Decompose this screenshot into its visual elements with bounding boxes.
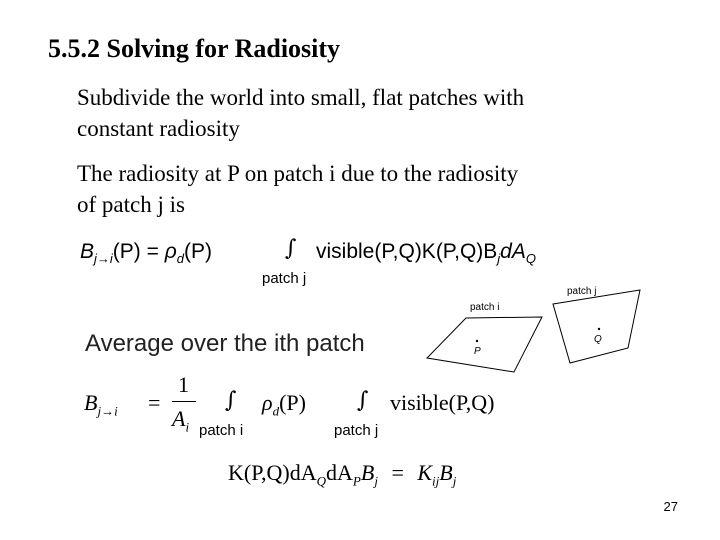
eq2-numerator: 1 [178, 372, 189, 397]
eq2-rho-symbol: ρ [262, 390, 273, 415]
eq2-kernel: K(P,Q)dA [228, 460, 317, 485]
eq2-denominator-sub: i [185, 419, 190, 435]
bullet1-line1: Subdivide the world into small, flat patches with [77, 85, 525, 110]
patch-j-label: patch j [567, 286, 597, 297]
eq2-b2: B [439, 460, 453, 485]
point-q-label: Q [594, 334, 602, 345]
eq2-lhs-sub: j→i [97, 403, 118, 419]
eq1-domain: patch j [262, 270, 307, 287]
eq1-integrand-sub: j [497, 251, 501, 267]
eq2-equals-2: = [391, 460, 404, 485]
eq2-lhs [84, 390, 118, 419]
eq2-fraction-bar [172, 401, 196, 402]
eq2-b2-sub: j [452, 473, 457, 489]
point-q-dot [598, 328, 600, 330]
eq1-da: dA [500, 240, 526, 263]
bullet2-line2: of patch j is [77, 192, 185, 217]
eq2-daq-sub: Q [316, 473, 327, 489]
page-number: 27 [663, 499, 678, 514]
eq2-dap: dA [326, 460, 353, 485]
eq1-lhs-arg: (P) = [112, 240, 159, 263]
point-p-label: P [474, 346, 481, 357]
eq1-rho-sub: d [176, 251, 184, 267]
eq1-rho: ρ [164, 240, 177, 263]
average-heading: Average over the ith patch [85, 330, 365, 357]
eq1-lhs-sub: j→i [94, 251, 113, 267]
eq1-rho-arg: (P) [184, 240, 212, 263]
eq1-lhs-b: B [80, 240, 95, 263]
eq2-line-2 [228, 460, 456, 489]
eq2-k-sub: ij [432, 473, 440, 489]
eq2-visible: visible(P,Q) [390, 390, 495, 415]
eq2-rho-arg: (P) [279, 390, 306, 415]
eq2-domain-2: patch j [334, 422, 379, 439]
eq2-integral-2: ∫ [357, 388, 369, 413]
bullet2-line1: The radiosity at P on patch i due to the radiosity [77, 161, 519, 186]
patch-j-shape [553, 290, 640, 363]
eq2-equals: = [148, 390, 161, 415]
eq2-rho-sub: d [272, 403, 280, 419]
eq1-da-sub: Q [525, 251, 536, 267]
eq2-lhs-b: B [84, 390, 98, 415]
bullet1-line2: constant radiosity [77, 116, 240, 141]
eq2-denominator [172, 406, 189, 435]
eq1-integrand-text: visible(P,Q)K(P,Q)B [316, 240, 498, 263]
slide-title: 5.5.2 Solving for Radiosity [48, 34, 341, 63]
eq2-rho [262, 390, 306, 419]
patch-i-shape [427, 317, 542, 372]
eq1-integral-sign: ∫ [285, 236, 297, 261]
eq2-domain-1: patch i [199, 422, 244, 439]
eq2-k: K [417, 460, 433, 485]
eq2-denominator-a: A [172, 406, 186, 431]
eq2-bj: B [360, 460, 375, 485]
eq2-integral-1: ∫ [225, 388, 237, 413]
eq2-bj-sub: j [374, 473, 378, 489]
patch-i-label: patch i [470, 302, 500, 313]
eq2-dap-sub: P [352, 473, 361, 489]
point-p-dot [476, 340, 478, 342]
